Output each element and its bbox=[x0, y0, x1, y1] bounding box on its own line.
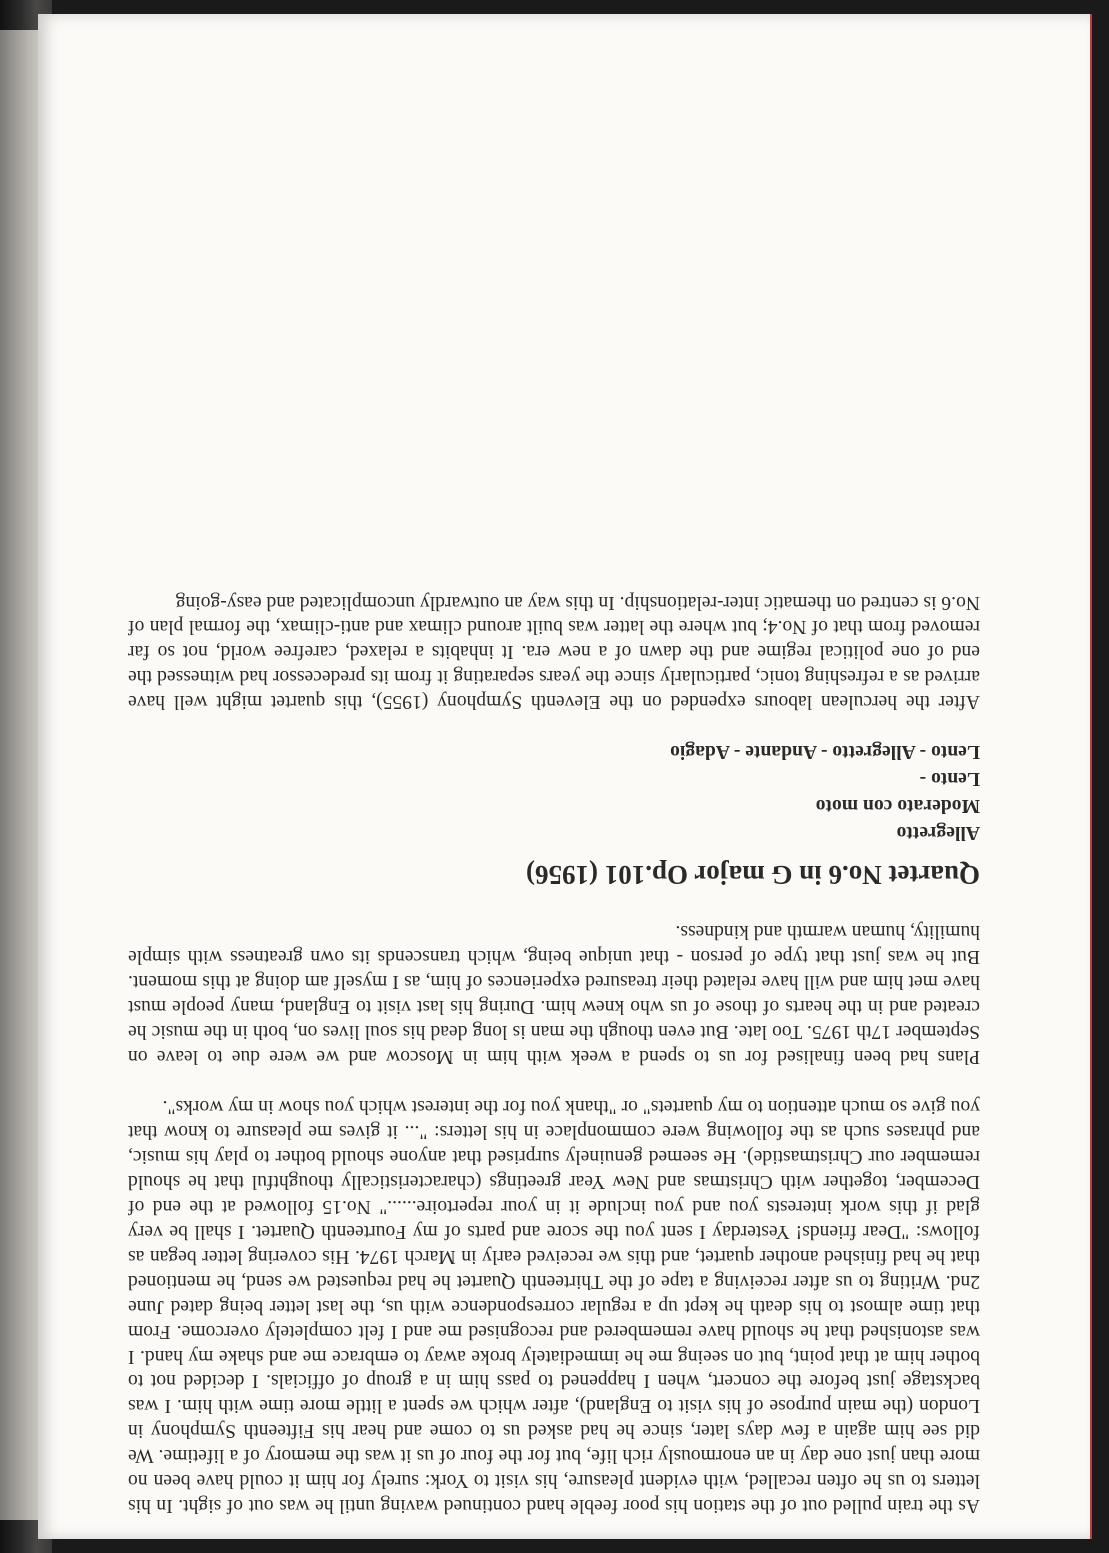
body-paragraph-3: After the herculean labours expended on the Eleventh Symphony (1955), this quartet might well have arrived as a refreshing tonic, particularly since the years separating it from its predecessor had witnessed the end of one political regime and the dawn of a new era. It inhabits a relaxed, carefree world, not so far removed from that of No.4; but where the latter was built around climax and anti-climax, the formal plan of No.6 is centred on thematic inter-relationship. In this way an outwardly uncomplicated and easy-going bbox=[128, 591, 980, 713]
movement-item: Allegretto bbox=[896, 822, 980, 844]
body-paragraph-1: As the train pulled out of the station his poor feeble hand continued waving until he was out of sight. In his letters to us he often recalled, with evident pleasure, his visit to York: surely for him it could have been no more than just one day in an enormously rich life, but for the four of us it was the memory of a lifetime. We did see him again a few days later, since he had asked us to come and hear his Fifteenth Symphony in London (the main purpose of his visit to England), after which we spent a little more time with him. I was backstage just before the concert, when I happened to pass him in a group of officials. I decided not to bother him at that point, but on seeing me he immediately broke away to embrace me and shake my hand. I was astonished that he should have remembered and recognised me and I felt completely overcome. From that time almost to his death he kept up a regular correspondence with us, the last letter being dated June 2nd. Writing to us after receiving a tape of the Thirteenth Quartet he had requested we send, he mentioned that he had finished another quartet, and this we received early in March 1974. His covering letter began as follows: "Dear friends! Yesterday I sent you the score and parts of my Fourteenth Quartet. I shall be very glad if this work interests you and you include it in your repertoire......" No.15 followed at the end of December, together with Christmas and New Year greetings (characteristically thoughtful that he should remember our Christmastide). He seemed genuinely surprised that anyone should bother to play his music, and phrases such as the following were commonplace in his letters: "... it gives me pleasure to know that you give so much attention to my quartets" or "thank you for the interest which you show in my works". bbox=[128, 1096, 980, 1516]
movement-list bbox=[128, 739, 980, 844]
body-paragraph-2: Plans had been finalised for us to spend a week with him in Moscow and we were due to leave on September 17th 1975. Too late. But even though the man is long dead his soul lives on, both in the music he created and in the hearts of those of us who knew him. During his last visit to England, many people must have met him and will have related their treasured experiences of him, as I myself am doing at this moment. But he was just that type of person - that unique being, which transcends its own greatness with simple humility, human warmth and kindness. bbox=[128, 921, 980, 1067]
movement-item: Moderato con moto bbox=[815, 795, 980, 817]
page-text-block bbox=[128, 589, 980, 1517]
movement-item: Lento - bbox=[919, 768, 980, 790]
rotated-page-content bbox=[38, 14, 1090, 1539]
movement-item: Lento - Allegretto - Andante - Adagio bbox=[670, 741, 980, 763]
section-heading: Quartet No.6 in G major Op.101 (1956) bbox=[526, 860, 980, 891]
